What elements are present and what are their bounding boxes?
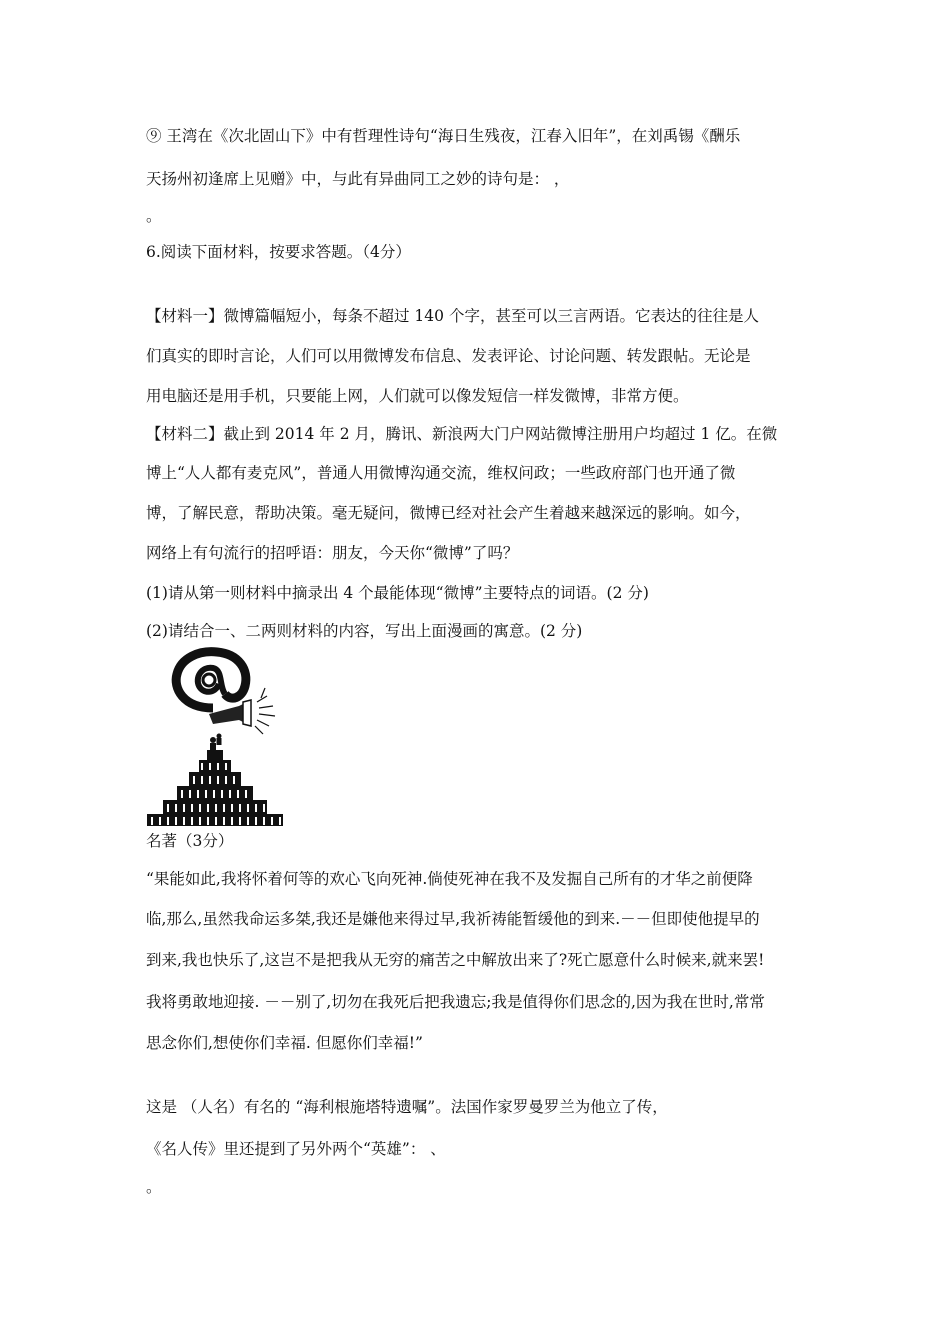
material-2-line: 博，了解民意，帮助决策。毫无疑问，微博已经对社会产生着越来越深远的影响。如今， [146, 504, 751, 522]
famous-question-line: 。 [146, 1178, 162, 1196]
famous-question-line: 这是 （人名）有名的 “海利根施塔特遗嘱”。法国作家罗曼罗兰为他立了传， [146, 1098, 668, 1116]
q9-line-1: ⑨ 王湾在《次北固山下》中有哲理性诗句“海日生残夜，江春入旧年”，在刘禹锡《酬乐 [146, 127, 741, 145]
material-1-line: 用电脑还是用手机，只要能上网，人们就可以像发短信一样发微博，非常方便。 [146, 387, 689, 405]
material-2-line: 网络上有句流行的招呼语：朋友，今天你“微博”了吗？ [146, 544, 519, 562]
q6-heading: 6.阅读下面材料，按要求答题。（4分） [146, 243, 411, 261]
q9-line-2: 天扬州初逢席上见赠》中，与此有异曲同工之妙的诗句是： ， [146, 170, 570, 188]
quote-line: “果能如此,我将怀着何等的欢心飞向死神.倘使死神在我不及发掘自己所有的才华之前便降 [146, 870, 753, 888]
weibo-comic-image [143, 640, 293, 826]
famous-question-line: 《名人传》里还提到了另外两个“英雄”： 、 [146, 1140, 446, 1158]
famous-heading: 名著（3分） [146, 832, 234, 850]
material-1-line: 们真实的即时言论，人们可以用微博发布信息、发表评论、讨论问题、转发跟帖。无论是 [146, 347, 751, 365]
material-2-line: 【材料二】截止到 2014 年 2 月，腾讯、新浪两大门户网站微博注册用户均超过 1 亿。在微 [146, 425, 778, 443]
question-1: (1)请从第一则材料中摘录出 4 个最能体现“微博”主要特点的词语。(2 分) [146, 584, 649, 602]
material-2-line: 博上“人人都有麦克风”，普通人用微博沟通交流，维权问政；一些政府部门也开通了微 [146, 464, 736, 482]
q9-line-3: 。 [146, 207, 162, 225]
material-1-line: 【材料一】微博篇幅短小，每条不超过 140 个字，甚至可以三言两语。它表达的往往是人 [146, 307, 759, 325]
quote-line: 到来,我也快乐了,这岂不是把我从无穷的痛苦之中解放出来了?死亡愿意什么时候来,就来罢! [146, 951, 765, 969]
quote-line: 思念你们,想使你们幸福. 但愿你们幸福!” [146, 1034, 423, 1052]
quote-line: 临,那么,虽然我命运多桀,我还是嫌他来得过早,我祈祷能暂缓他的到来.－－但即使他提早的 [146, 910, 760, 928]
question-2: (2)请结合一、二两则材料的内容，写出上面漫画的寓意。(2 分) [146, 622, 583, 640]
quote-line: 我将勇敢地迎接. －－别了,切勿在我死后把我遗忘;我是值得你们思念的,因为我在世时,常常 [146, 993, 765, 1011]
